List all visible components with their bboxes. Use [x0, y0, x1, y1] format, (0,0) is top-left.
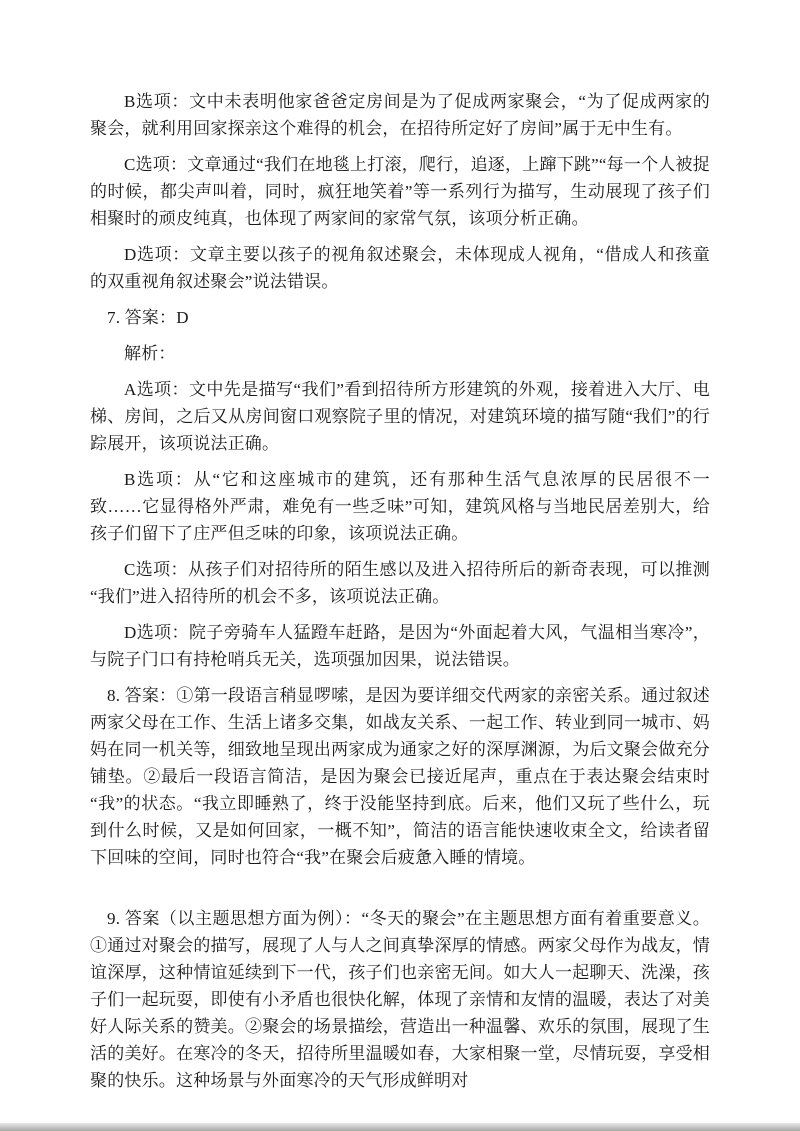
document-body	[90, 88, 710, 1103]
paragraph: C选项：文章通过“我们在地毯上打滚，爬行，追逐，上蹿下跳”“每一个人被捉的时候，都尖声叫着，同时，疯狂地笑着”等一系列行为描写，生动展现了孩子们相聚时的顽皮纯真，也体现了两家间的家常气氛，该项分析正确。	[90, 155, 710, 228]
paragraph: 8. 答案：①第一段语言稍显啰嗦，是因为要详细交代两家的亲密关系。通过叙述两家父母在工作、生活上诸多交集，如战友关系、一起工作、转业到同一城市、妈妈在同一机关等，细致地呈现出两家成为通家之好的深厚渊源，为后文聚会做充分铺垫。②最后一段语言简洁，是因为聚会已接近尾声，重点在于表达聚会结束时“我”的状态。“我立即睡熟了，终于没能坚持到底。后来，他们又玩了些什么，玩到什么时候，又是如何回家，一概不知”，简洁的语言能快速收束全文，给读者留下回味的空间，同时也符合“我”在聚会后疲惫入睡的情境。	[90, 686, 710, 867]
paragraph: B选项：从“它和这座城市的建筑，还有那种生活气息浓厚的民居很不一致……它显得格外严肃，难免有一些乏味”可知，建筑风格与当地民居差别大，给孩子们留下了庄严但乏味的印象，该项说法正确。	[90, 470, 710, 543]
paragraph: 7. 答案：D	[107, 308, 189, 327]
paragraph: A选项：文中先是描写“我们”看到招待所方形建筑的外观，接着进入大厅、电梯、房间，之后又从房间窗口观察院子里的情况，对建筑环境的描写随“我们”的行踪展开，该项说法正确。	[90, 380, 710, 453]
paragraph: B选项：文中未表明他家爸爸定房间是为了促成两家聚会，“为了促成两家的聚会，就利用回家探亲这个难得的机会，在招待所定好了房间”属于无中生有。	[90, 92, 710, 138]
paragraph: C选项：从孩子们对招待所的陌生感以及进入招待所后的新奇表现，可以推测“我们”进入招待所的机会不多，该项说法正确。	[90, 560, 710, 606]
paragraph: D选项：文章主要以孩子的视角叙述聚会，未体现成人视角，“借成人和孩童的双重视角叙述聚会”说法错误。	[90, 245, 710, 291]
paragraph: 解析：	[124, 344, 176, 363]
paragraph: D选项：院子旁骑车人猛蹬车赶路，是因为“外面起着大风，气温相当寒冷”，与院子门口有持枪哨兵无关，选项强加因果，说法错误。	[90, 623, 710, 669]
paragraph: 9. 答案（以主题思想方面为例）：“冬天的聚会”在主题思想方面有着重要意义。①通过对聚会的描写，展现了人与人之间真挚深厚的情感。两家父母作为战友，情谊深厚，这种情谊延续到下一代，孩子们也亲密无间。如大人一起聊天、洗澡，孩子们一起玩耍，即使有小矛盾也很快化解，体现了亲情和友情的温暖，表达了对美好人际关系的赞美。②聚会的场景描绘，营造出一种温馨、欢乐的氛围，展现了生活的美好。在寒冷的冬天，招待所里温暖如春，大家相聚一堂，尽情玩耍，享受相聚的快乐。这种场景与外面寒冷的天气形成鲜明对	[90, 909, 710, 1090]
page-bottom-shadow	[0, 1123, 800, 1131]
